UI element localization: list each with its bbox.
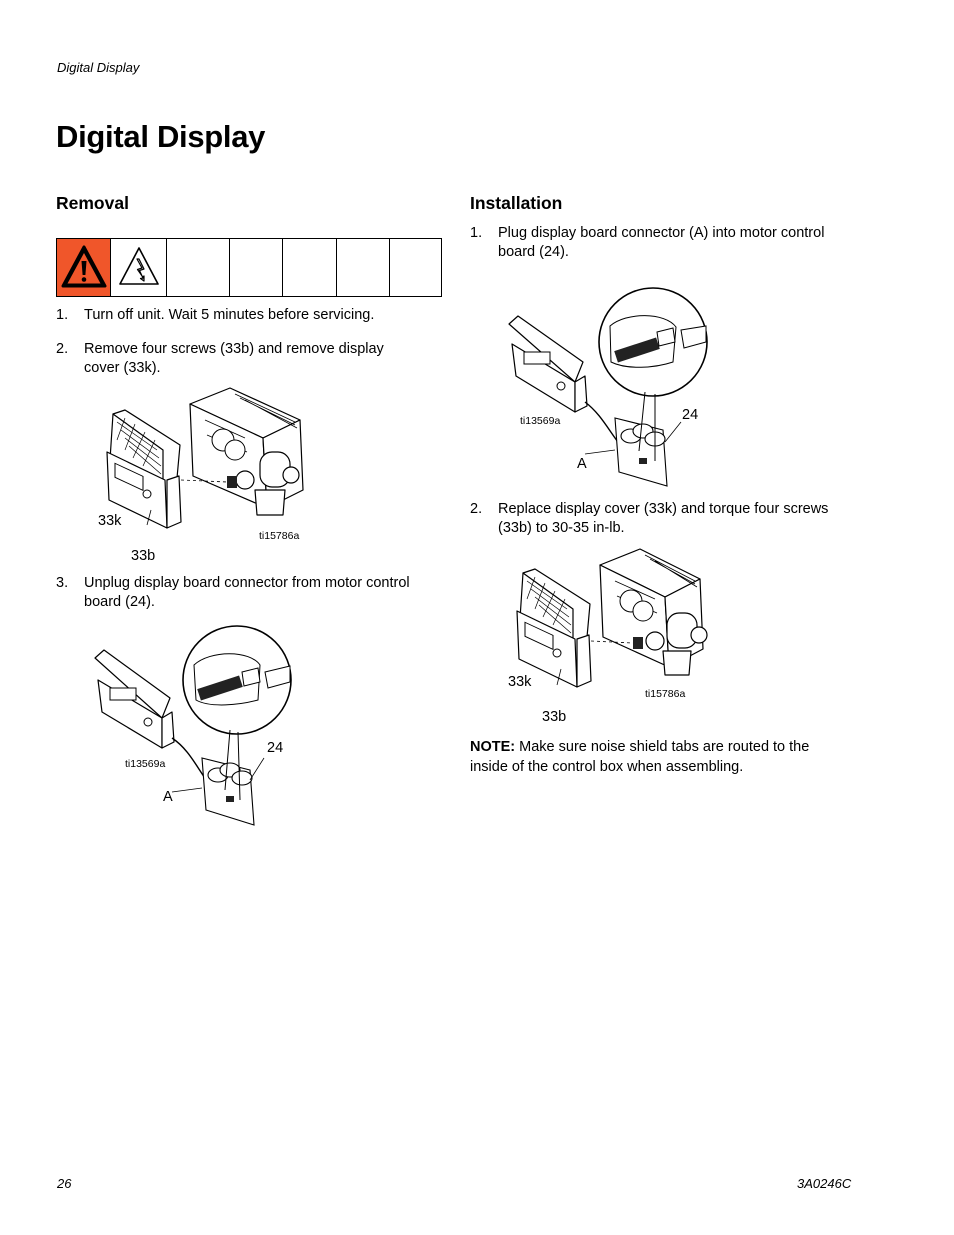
figure-id: ti13569a: [125, 758, 166, 770]
page-number: 26: [57, 1176, 72, 1191]
figure-id: ti15786a: [259, 530, 300, 542]
figure-id: ti13569a: [520, 415, 561, 427]
warning-triangle-icon: [57, 239, 111, 296]
connector-illustration: [90, 620, 310, 830]
installation-heading: Installation: [470, 193, 563, 213]
callout-33b: 33b: [542, 709, 567, 725]
warning-symbol-table: [56, 238, 442, 297]
installation-figure-connector: [505, 286, 720, 491]
callout-A: A: [163, 789, 173, 805]
callout-33k: 33k: [98, 513, 122, 529]
installation-figure-cover: [505, 545, 735, 735]
callout-24: 24: [682, 407, 699, 423]
running-header: Digital Display: [57, 60, 140, 75]
electric-shock-icon: [111, 239, 166, 296]
warning-cell: [57, 239, 111, 296]
removal-figure-connector: [90, 620, 310, 830]
callout-33b: 33b: [131, 548, 156, 564]
removal-step-1: 1. Turn off unit. Wait 5 minutes before servicing.: [56, 307, 375, 323]
page-title: Digital Display: [56, 119, 266, 154]
removal-heading: Removal: [56, 193, 129, 213]
installation-step-2: 2. Replace display cover (33k) and torque four screws (33b) to 30-35 in-lb.: [470, 501, 829, 536]
shock-cell: [111, 239, 167, 296]
callout-33k: 33k: [508, 674, 532, 690]
figure-id: ti15786a: [645, 688, 686, 700]
installation-step-1: 1. Plug display board connector (A) into motor control board (24).: [470, 225, 825, 260]
connector-illustration: [505, 286, 720, 491]
callout-A: A: [577, 456, 587, 472]
callout-24: 24: [267, 740, 284, 756]
removal-step-3: 3. Unplug display board connector from motor control board (24).: [56, 575, 410, 610]
removal-step-2: 2. Remove four screws (33b) and remove display cover (33k).: [56, 341, 384, 376]
installation-note: NOTE: Make sure noise shield tabs are routed to the inside of the control box when assembling.: [470, 739, 810, 775]
note-label: NOTE:: [470, 739, 516, 755]
removal-figure-cover: [95, 380, 335, 570]
display-cover-illustration: [505, 545, 735, 735]
document-id: 3A0246C: [797, 1176, 852, 1191]
